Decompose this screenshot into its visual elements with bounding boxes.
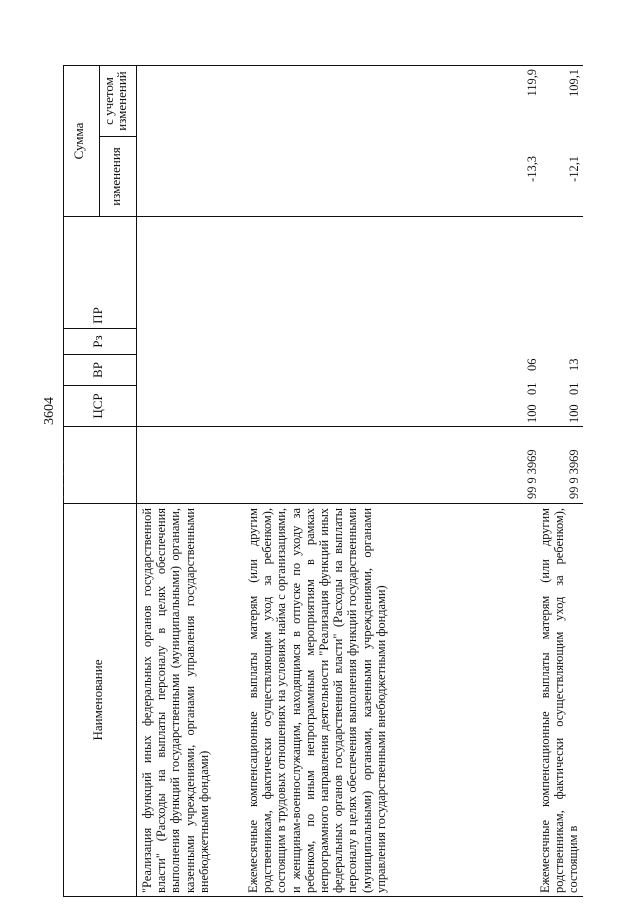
codes-column-border [63,216,583,217]
header-sum: Сумма [71,122,86,160]
page-number: 3604 [42,397,57,425]
header-name: Наименование [90,659,105,741]
table-left-border [63,896,583,897]
header-bottom-border [136,65,137,897]
row-3-change: -12,1 [567,156,581,182]
row-1-name: "Реализация функций иных федеральных органов государственной власти" (Расходы на выплаты персоналу в целях обеспечения выполнения функций государственными (муниципальными) органами, казенными учреждениями, органами управления государственными внебюджетными фондами) [140,508,211,893]
row-3-vr: 100 [567,404,581,423]
row-3-rz: 01 [567,382,581,395]
csr-column-border [63,426,583,427]
table-right-border [63,65,583,66]
separator-dashes: - - - - [58,457,69,499]
row-2-vr: 100 [525,404,539,423]
header-csr: ЦСР [90,393,105,419]
budget-table [58,65,583,897]
row-2-rz: 01 [525,382,539,395]
row-2-pr: 06 [525,358,539,371]
sum-header-divider [99,65,100,217]
header-with-changes: с учетом изменений [101,71,129,131]
header-changes: изменения [108,147,123,206]
row-2-name: Ежемесячные компенсационные выплаты матерям (или другим родственникам, фактически осуществляющим уход за ребенком), состоящим в трудовых отношениях на условиях найма с организациями, и женщинам-военнослужащим, находящимся в отпуске по уходу за ребенком, по иным непрограммным мероприятиям в рамках непрограммного направления деятельности "Реализация функций иных федеральных органов государственной власти" (Расходы на выплаты персоналу в целях обеспечения выполнения функций государственными (муниципальными) органами, казенными учреждениями, органами управления государственными внебюджетными фондами) [246,508,388,893]
name-column-border [63,503,583,504]
row-3-pr: 13 [567,358,581,371]
row-3-total: 109,1 [567,69,581,97]
header-pr: ПР [90,307,105,324]
row-3-csr: 99 9 3969 [567,449,581,499]
row-2-change: -13,3 [525,156,539,182]
row-3-name: Ежемесячные компенсационные выплаты матерям (или другим родственникам, фактически осуществляющим уход за ребенком), состоящим в [538,508,581,893]
header-rz: Рз [90,335,105,348]
header-vr: ВР [90,362,105,378]
row-2-total: 119,9 [525,69,539,97]
row-2-csr: 99 9 3969 [525,449,539,499]
